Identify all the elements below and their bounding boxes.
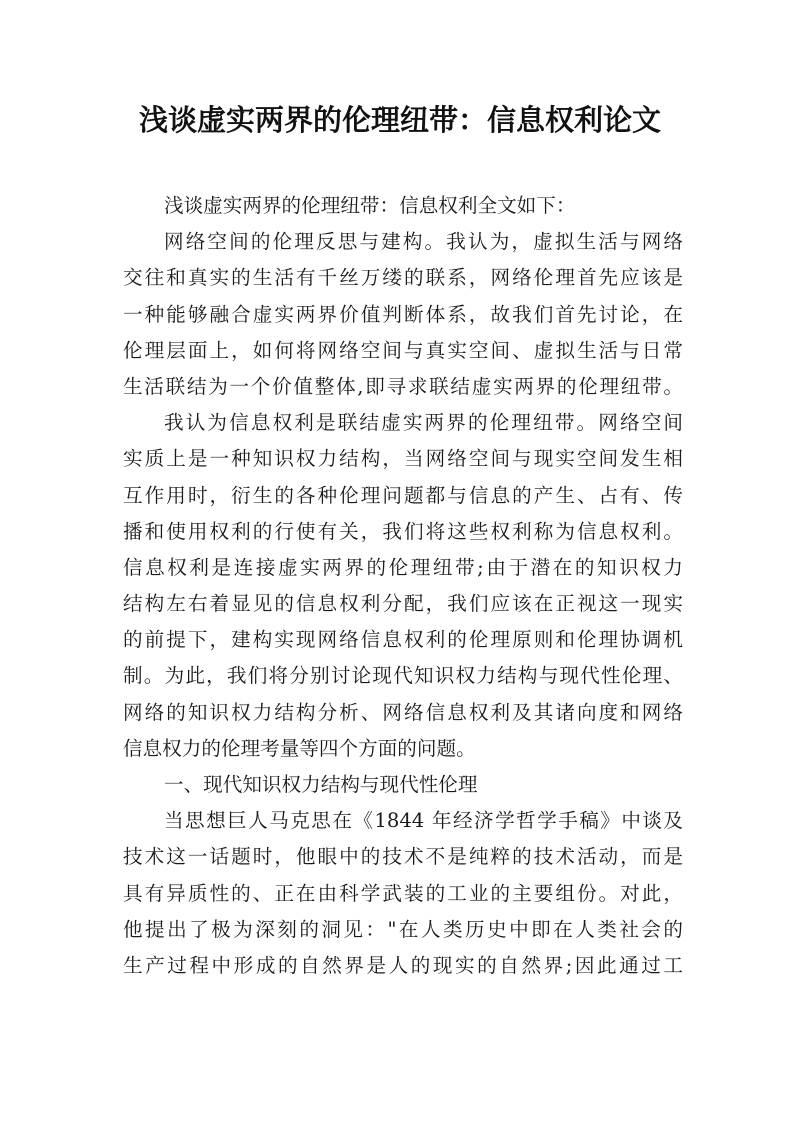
text-line: 交往和真实的生活有千丝万缕的联系，网络伦理首先应该是 — [123, 266, 683, 290]
text-line: 伦理层面上，如何将网络空间与真实空间、虚拟生活与日常 — [123, 338, 683, 362]
document-body — [123, 188, 683, 984]
document-title: 浅谈虚实两界的伦理纽带：信息权利论文 — [138, 103, 661, 137]
text-line: 实质上是一种知识权力结构，当网络空间与现实空间发生相 — [123, 447, 683, 471]
text-line: 一种能够融合虚实两界价值判断体系，故我们首先讨论，在 — [123, 302, 683, 326]
text-line: 生活联结为一个价值整体,即寻求联结虚实两界的伦理纽带。 — [123, 374, 683, 398]
text-line: 信息权利是连接虚实两界的伦理纽带;由于潜在的知识权力 — [123, 555, 683, 579]
section-heading-text: 一、现代知识权力结构与现代性伦理 — [164, 773, 478, 796]
text-line: 结构左右着显见的信息权利分配，我们应该在正视这一现实 — [123, 592, 683, 616]
text-line: 当思想巨人马克思在《1844 年经济学哲学手稿》中谈及 — [164, 809, 683, 833]
text-line: 信息权力的伦理考量等四个方面的问题。 — [123, 736, 476, 760]
text-line: 播和使用权利的行使有关，我们将这些权利称为信息权利。 — [123, 519, 683, 543]
text-line: 网络空间的伦理反思与建构。我认为，虚拟生活与网络 — [164, 230, 683, 254]
paragraph-network-ethics — [123, 224, 683, 405]
text-line: 具有异质性的、正在由科学武装的工业的主要组份。对此， — [123, 881, 683, 905]
section-heading — [123, 767, 683, 803]
paragraph-marx — [123, 803, 683, 984]
paragraph-intro — [123, 188, 683, 224]
paragraph-information-rights — [123, 405, 683, 767]
text-line: 制。为此，我们将分别讨论现代知识权力结构与现代性伦理、 — [123, 664, 683, 688]
text-line: 生产过程中形成的自然界是人的现实的自然界;因此通过工 — [123, 953, 683, 977]
text-line: 网络的知识权力结构分析、网络信息权利及其诸向度和网络 — [123, 700, 683, 724]
text-line: 技术这一话题时，他眼中的技术不是纯粹的技术活动，而是 — [123, 845, 683, 869]
text-line: 浅谈虚实两界的伦理纽带：信息权利全文如下： — [164, 194, 576, 217]
text-line: 的前提下，建构实现网络信息权利的伦理原则和伦理协调机 — [123, 628, 683, 652]
text-line: 互作用时，衍生的各种伦理问题都与信息的产生、占有、传 — [123, 483, 683, 507]
text-line: 他提出了极为深刻的洞见："在人类历史中即在人类社会的 — [123, 917, 683, 941]
text-line: 我认为信息权利是联结虚实两界的伦理纽带。网络空间 — [164, 411, 683, 435]
